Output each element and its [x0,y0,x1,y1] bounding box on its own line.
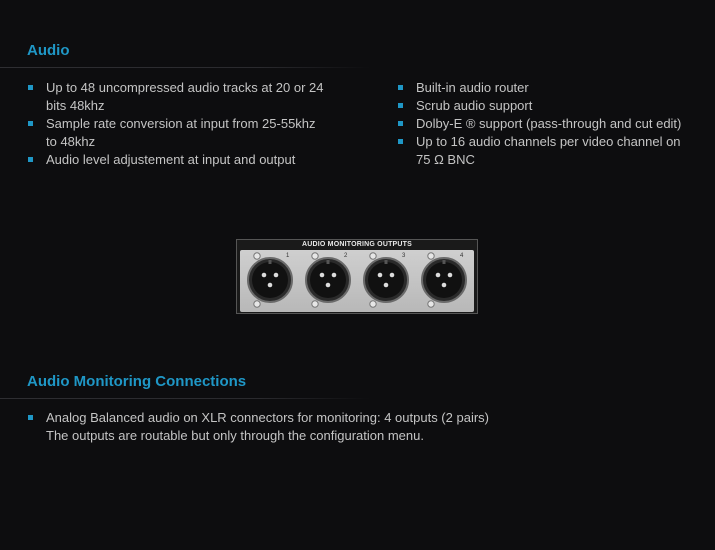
list-item-text: Up to 48 uncompressed audio tracks at 20 or 24 [46,80,324,95]
connector-plate [240,250,474,312]
list-item-text-cont: 75 Ω BNC [416,152,475,167]
list-item-text: Sample rate conversion at input from 25-55khz [46,116,316,131]
list-item-text: Built-in audio router [416,80,529,95]
audio-section-title: Audio [27,42,70,59]
list-item [398,79,698,97]
xlr-connectors-graphic [240,250,474,312]
list-item-text: Scrub audio support [416,98,533,113]
xlr-connector-2 [306,253,350,307]
bullet-icon [398,103,403,108]
list-item [398,133,698,169]
list-item-text: Up to 16 audio channels per video channel on [416,134,681,149]
bullet-icon [28,85,33,90]
list-item-text-cont: bits 48khz [46,98,105,113]
bullet-icon [398,85,403,90]
list-item [28,151,348,169]
monitoring-list [28,409,628,445]
list-item-text: Analog Balanced audio on XLR connectors for monitoring: 4 outputs (2 pairs) [46,410,489,425]
audio-left-list [28,79,348,169]
monitoring-section-title: Audio Monitoring Connections [27,373,247,390]
monitoring-divider [0,398,370,399]
connector-number: 4 [460,253,464,259]
audio-right-list [398,79,698,169]
audio-monitoring-outputs-panel [236,239,478,314]
list-item [398,97,698,115]
list-item-text-cont: to 48khz [46,134,96,149]
xlr-connector-1 [248,253,292,307]
bullet-icon [28,415,33,420]
connector-number: 1 [286,253,290,259]
bullet-icon [398,139,403,144]
xlr-connector-4 [422,253,466,307]
list-item [28,409,628,445]
xlr-connector-3 [364,253,408,307]
bullet-icon [28,121,33,126]
list-item [28,79,348,115]
connector-number: 2 [344,253,348,259]
audio-divider [0,67,370,68]
list-item-text: Audio level adjustement at input and output [46,152,296,167]
list-item [28,115,348,151]
list-item [398,115,698,133]
bullet-icon [28,157,33,162]
list-item-text-cont: The outputs are routable but only through the configuration menu. [46,428,424,443]
panel-label: AUDIO MONITORING OUTPUTS [301,241,413,248]
connector-number: 3 [402,253,406,259]
bullet-icon [398,121,403,126]
list-item-text: Dolby-E ® support (pass-through and cut edit) [416,116,682,131]
